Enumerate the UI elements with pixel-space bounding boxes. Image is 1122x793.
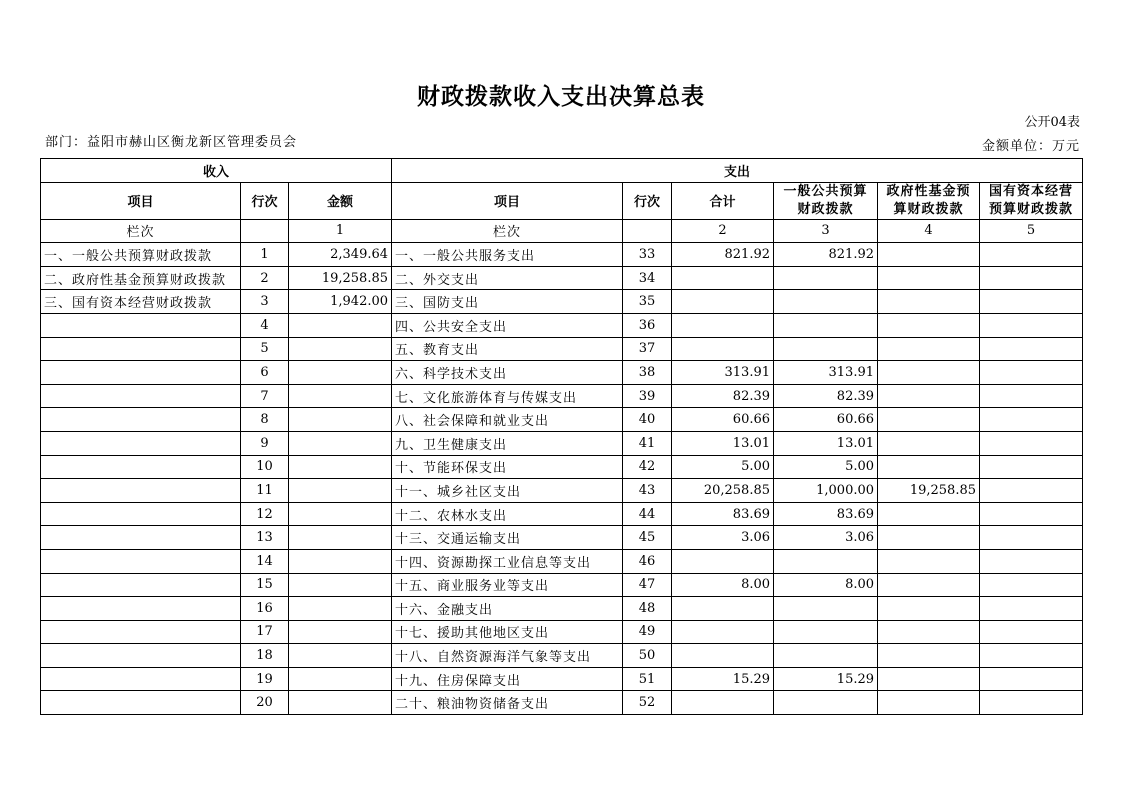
income-line-no-cell: 15 bbox=[241, 573, 289, 597]
income-item-cell bbox=[41, 526, 241, 550]
income-line-no-cell: 14 bbox=[241, 549, 289, 573]
income-amount-cell bbox=[289, 479, 392, 503]
gov-fund-cell bbox=[878, 266, 980, 290]
income-amount-cell bbox=[289, 431, 392, 455]
expense-item-cell: 十六、金融支出 bbox=[392, 597, 623, 621]
state-capital-cell bbox=[980, 266, 1083, 290]
gov-fund-cell bbox=[878, 549, 980, 573]
total-cell bbox=[672, 691, 774, 715]
expense-line-no-cell: 43 bbox=[623, 479, 672, 503]
gov-fund-cell bbox=[878, 526, 980, 550]
state-capital-cell bbox=[980, 691, 1083, 715]
column-index-blank bbox=[241, 219, 289, 243]
general-budget-cell: 821.92 bbox=[774, 243, 878, 267]
expense-item-cell: 十一、城乡社区支出 bbox=[392, 479, 623, 503]
income-item-cell bbox=[41, 502, 241, 526]
income-line-no-cell: 7 bbox=[241, 384, 289, 408]
gov-fund-cell bbox=[878, 597, 980, 621]
income-item-cell: 二、政府性基金预算财政拨款 bbox=[41, 266, 241, 290]
income-amount-cell bbox=[289, 667, 392, 691]
expense-item-cell: 十九、住房保障支出 bbox=[392, 667, 623, 691]
state-capital-header: 国有资本经营预算财政拨款 bbox=[980, 182, 1083, 219]
gov-fund-cell bbox=[878, 337, 980, 361]
income-item-cell bbox=[41, 479, 241, 503]
income-amount-cell bbox=[289, 620, 392, 644]
general-budget-cell bbox=[774, 597, 878, 621]
state-capital-cell bbox=[980, 408, 1083, 432]
income-line-no-cell: 6 bbox=[241, 361, 289, 385]
table-row bbox=[41, 266, 1083, 290]
general-budget-cell bbox=[774, 620, 878, 644]
income-amount-cell bbox=[289, 361, 392, 385]
expense-line-no-cell: 46 bbox=[623, 549, 672, 573]
general-budget-cell: 5.00 bbox=[774, 455, 878, 479]
total-cell bbox=[672, 266, 774, 290]
state-capital-cell bbox=[980, 620, 1083, 644]
total-cell bbox=[672, 313, 774, 337]
state-capital-cell bbox=[980, 384, 1083, 408]
total-cell bbox=[672, 290, 774, 314]
income-item-cell bbox=[41, 431, 241, 455]
income-amount-cell bbox=[289, 337, 392, 361]
gov-fund-cell bbox=[878, 644, 980, 668]
table-row bbox=[41, 526, 1083, 550]
total-cell: 83.69 bbox=[672, 502, 774, 526]
gov-fund-cell bbox=[878, 361, 980, 385]
expense-line-no-cell: 47 bbox=[623, 573, 672, 597]
expense-item-cell: 七、文化旅游体育与传媒支出 bbox=[392, 384, 623, 408]
total-cell: 313.91 bbox=[672, 361, 774, 385]
general-budget-cell bbox=[774, 313, 878, 337]
expense-item-cell: 二十、粮油物资储备支出 bbox=[392, 691, 623, 715]
general-budget-cell: 313.91 bbox=[774, 361, 878, 385]
state-capital-cell bbox=[980, 526, 1083, 550]
expense-column-index-label: 栏次 bbox=[392, 219, 623, 243]
income-line-no-cell: 4 bbox=[241, 313, 289, 337]
total-cell: 5.00 bbox=[672, 455, 774, 479]
table-row bbox=[41, 243, 1083, 267]
gov-fund-cell bbox=[878, 573, 980, 597]
expense-item-cell: 四、公共安全支出 bbox=[392, 313, 623, 337]
expense-item-cell: 十七、援助其他地区支出 bbox=[392, 620, 623, 644]
expense-item-cell: 二、外交支出 bbox=[392, 266, 623, 290]
table-row bbox=[41, 313, 1083, 337]
income-line-no-cell: 1 bbox=[241, 243, 289, 267]
expense-line-no-cell: 34 bbox=[623, 266, 672, 290]
table-row bbox=[41, 573, 1083, 597]
budget-summary-table bbox=[40, 158, 1083, 715]
expense-line-no-cell: 51 bbox=[623, 667, 672, 691]
total-cell: 13.01 bbox=[672, 431, 774, 455]
gov-fund-cell bbox=[878, 384, 980, 408]
income-amount-cell bbox=[289, 526, 392, 550]
income-section-header: 收入 bbox=[41, 159, 392, 183]
expense-item-cell: 六、科学技术支出 bbox=[392, 361, 623, 385]
state-capital-cell bbox=[980, 667, 1083, 691]
column-index-4: 4 bbox=[878, 219, 980, 243]
state-capital-cell bbox=[980, 597, 1083, 621]
total-cell: 15.29 bbox=[672, 667, 774, 691]
table-row bbox=[41, 455, 1083, 479]
total-cell bbox=[672, 597, 774, 621]
table-row bbox=[41, 644, 1083, 668]
total-cell bbox=[672, 620, 774, 644]
gov-fund-cell bbox=[878, 431, 980, 455]
income-item-header: 项目 bbox=[41, 182, 241, 219]
expense-item-cell: 十、节能环保支出 bbox=[392, 455, 623, 479]
gov-fund-header: 政府性基金预算财政拨款 bbox=[878, 182, 980, 219]
income-item-cell bbox=[41, 597, 241, 621]
income-amount-cell bbox=[289, 455, 392, 479]
general-budget-cell: 3.06 bbox=[774, 526, 878, 550]
income-item-cell bbox=[41, 455, 241, 479]
expense-item-cell: 八、社会保障和就业支出 bbox=[392, 408, 623, 432]
column-index-label: 栏次 bbox=[41, 219, 241, 243]
income-line-no-header: 行次 bbox=[241, 182, 289, 219]
table-row bbox=[41, 361, 1083, 385]
general-budget-cell: 1,000.00 bbox=[774, 479, 878, 503]
column-index-5: 5 bbox=[980, 219, 1083, 243]
income-amount-cell: 2,349.64 bbox=[289, 243, 392, 267]
expense-line-no-cell: 48 bbox=[623, 597, 672, 621]
state-capital-cell bbox=[980, 337, 1083, 361]
state-capital-cell bbox=[980, 479, 1083, 503]
state-capital-cell bbox=[980, 290, 1083, 314]
general-budget-cell bbox=[774, 691, 878, 715]
table-row bbox=[41, 337, 1083, 361]
income-amount-cell bbox=[289, 313, 392, 337]
general-budget-cell: 8.00 bbox=[774, 573, 878, 597]
income-amount-cell bbox=[289, 502, 392, 526]
total-cell: 82.39 bbox=[672, 384, 774, 408]
expense-line-no-cell: 52 bbox=[623, 691, 672, 715]
total-cell: 20,258.85 bbox=[672, 479, 774, 503]
income-item-cell bbox=[41, 573, 241, 597]
table-row bbox=[41, 502, 1083, 526]
expense-item-cell: 五、教育支出 bbox=[392, 337, 623, 361]
income-line-no-cell: 13 bbox=[241, 526, 289, 550]
income-line-no-cell: 18 bbox=[241, 644, 289, 668]
form-number: 公开04表 bbox=[1024, 115, 1080, 130]
income-item-cell bbox=[41, 384, 241, 408]
expense-item-cell: 十五、商业服务业等支出 bbox=[392, 573, 623, 597]
income-amount-cell bbox=[289, 384, 392, 408]
income-line-no-cell: 11 bbox=[241, 479, 289, 503]
expense-item-cell: 一、一般公共服务支出 bbox=[392, 243, 623, 267]
general-budget-cell: 15.29 bbox=[774, 667, 878, 691]
amount-unit-label: 金额单位：万元 bbox=[981, 139, 1080, 154]
income-line-no-cell: 20 bbox=[241, 691, 289, 715]
general-budget-header: 一般公共预算财政拨款 bbox=[774, 182, 878, 219]
income-item-cell bbox=[41, 667, 241, 691]
income-amount-cell bbox=[289, 644, 392, 668]
income-amount-cell bbox=[289, 408, 392, 432]
gov-fund-cell bbox=[878, 455, 980, 479]
expense-line-no-cell: 36 bbox=[623, 313, 672, 337]
expense-item-cell: 十二、农林水支出 bbox=[392, 502, 623, 526]
general-budget-cell bbox=[774, 290, 878, 314]
expense-line-no-cell: 33 bbox=[623, 243, 672, 267]
column-index-2: 2 bbox=[672, 219, 774, 243]
income-amount-header: 金额 bbox=[289, 182, 392, 219]
general-budget-cell: 60.66 bbox=[774, 408, 878, 432]
state-capital-cell bbox=[980, 313, 1083, 337]
income-line-no-cell: 12 bbox=[241, 502, 289, 526]
table-row bbox=[41, 290, 1083, 314]
state-capital-cell bbox=[980, 455, 1083, 479]
general-budget-cell bbox=[774, 549, 878, 573]
income-line-no-cell: 9 bbox=[241, 431, 289, 455]
total-cell bbox=[672, 337, 774, 361]
general-budget-cell: 82.39 bbox=[774, 384, 878, 408]
state-capital-cell bbox=[980, 502, 1083, 526]
gov-fund-cell bbox=[878, 290, 980, 314]
expense-item-cell: 十四、资源勘探工业信息等支出 bbox=[392, 549, 623, 573]
state-capital-cell bbox=[980, 431, 1083, 455]
expense-line-no-cell: 38 bbox=[623, 361, 672, 385]
table-row bbox=[41, 479, 1083, 503]
expense-item-cell: 三、国防支出 bbox=[392, 290, 623, 314]
income-item-cell bbox=[41, 408, 241, 432]
general-budget-cell: 83.69 bbox=[774, 502, 878, 526]
expense-item-cell: 十八、自然资源海洋气象等支出 bbox=[392, 644, 623, 668]
state-capital-cell bbox=[980, 243, 1083, 267]
income-item-cell: 一、一般公共预算财政拨款 bbox=[41, 243, 241, 267]
income-line-no-cell: 17 bbox=[241, 620, 289, 644]
income-line-no-cell: 16 bbox=[241, 597, 289, 621]
gov-fund-cell bbox=[878, 408, 980, 432]
gov-fund-cell bbox=[878, 691, 980, 715]
column-index-1: 1 bbox=[289, 219, 392, 243]
income-amount-cell: 1,942.00 bbox=[289, 290, 392, 314]
expense-line-no-cell: 37 bbox=[623, 337, 672, 361]
expense-item-header: 项目 bbox=[392, 182, 623, 219]
income-item-cell bbox=[41, 549, 241, 573]
gov-fund-cell bbox=[878, 667, 980, 691]
income-item-cell bbox=[41, 313, 241, 337]
general-budget-cell: 13.01 bbox=[774, 431, 878, 455]
gov-fund-cell bbox=[878, 502, 980, 526]
gov-fund-cell bbox=[878, 620, 980, 644]
expense-line-no-cell: 41 bbox=[623, 431, 672, 455]
gov-fund-cell bbox=[878, 313, 980, 337]
income-amount-cell: 19,258.85 bbox=[289, 266, 392, 290]
department-label: 部门：益阳市赫山区衡龙新区管理委员会 bbox=[45, 135, 298, 150]
general-budget-cell bbox=[774, 337, 878, 361]
expense-column-index-blank bbox=[623, 219, 672, 243]
table-row bbox=[41, 597, 1083, 621]
income-line-no-cell: 19 bbox=[241, 667, 289, 691]
column-header-row bbox=[41, 182, 1083, 219]
expense-item-cell: 十三、交通运输支出 bbox=[392, 526, 623, 550]
expense-line-no-cell: 40 bbox=[623, 408, 672, 432]
table-row bbox=[41, 408, 1083, 432]
expense-line-no-cell: 44 bbox=[623, 502, 672, 526]
column-index-row bbox=[41, 219, 1083, 243]
income-line-no-cell: 3 bbox=[241, 290, 289, 314]
expense-line-no-cell: 35 bbox=[623, 290, 672, 314]
state-capital-cell bbox=[980, 644, 1083, 668]
general-budget-cell bbox=[774, 266, 878, 290]
income-item-cell bbox=[41, 337, 241, 361]
page-title: 财政拨款收入支出决算总表 bbox=[417, 83, 705, 110]
general-budget-cell bbox=[774, 644, 878, 668]
table-row bbox=[41, 667, 1083, 691]
gov-fund-cell bbox=[878, 243, 980, 267]
expense-line-no-cell: 50 bbox=[623, 644, 672, 668]
expense-section-header: 支出 bbox=[392, 159, 1083, 183]
income-line-no-cell: 5 bbox=[241, 337, 289, 361]
table-row bbox=[41, 431, 1083, 455]
income-item-cell: 三、国有资本经营财政拨款 bbox=[41, 290, 241, 314]
table-row bbox=[41, 384, 1083, 408]
state-capital-cell bbox=[980, 549, 1083, 573]
expense-line-no-cell: 49 bbox=[623, 620, 672, 644]
gov-fund-cell: 19,258.85 bbox=[878, 479, 980, 503]
state-capital-cell bbox=[980, 573, 1083, 597]
income-item-cell bbox=[41, 691, 241, 715]
table-row bbox=[41, 549, 1083, 573]
total-cell: 60.66 bbox=[672, 408, 774, 432]
expense-line-no-cell: 45 bbox=[623, 526, 672, 550]
income-item-cell bbox=[41, 361, 241, 385]
total-cell bbox=[672, 644, 774, 668]
income-amount-cell bbox=[289, 549, 392, 573]
total-header: 合计 bbox=[672, 182, 774, 219]
section-header-row bbox=[41, 159, 1083, 183]
table-row bbox=[41, 620, 1083, 644]
income-amount-cell bbox=[289, 573, 392, 597]
income-item-cell bbox=[41, 620, 241, 644]
table-row bbox=[41, 691, 1083, 715]
income-amount-cell bbox=[289, 691, 392, 715]
income-line-no-cell: 2 bbox=[241, 266, 289, 290]
expense-line-no-cell: 42 bbox=[623, 455, 672, 479]
income-amount-cell bbox=[289, 597, 392, 621]
total-cell bbox=[672, 549, 774, 573]
total-cell: 3.06 bbox=[672, 526, 774, 550]
income-line-no-cell: 10 bbox=[241, 455, 289, 479]
column-index-3: 3 bbox=[774, 219, 878, 243]
expense-line-no-cell: 39 bbox=[623, 384, 672, 408]
income-item-cell bbox=[41, 644, 241, 668]
expense-line-no-header: 行次 bbox=[623, 182, 672, 219]
total-cell: 821.92 bbox=[672, 243, 774, 267]
income-line-no-cell: 8 bbox=[241, 408, 289, 432]
expense-item-cell: 九、卫生健康支出 bbox=[392, 431, 623, 455]
total-cell: 8.00 bbox=[672, 573, 774, 597]
state-capital-cell bbox=[980, 361, 1083, 385]
